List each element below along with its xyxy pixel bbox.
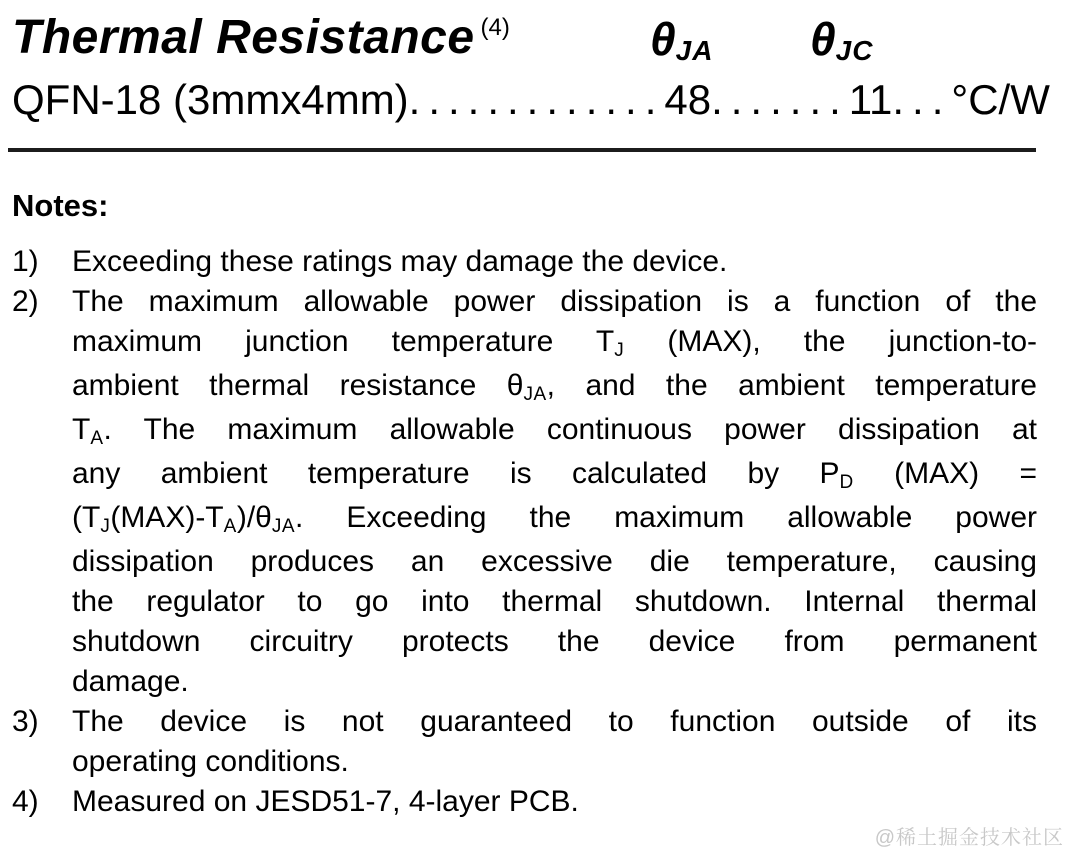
notes-section <box>0 152 1080 822</box>
note-item <box>12 702 1037 782</box>
package-spec-row <box>12 76 1080 124</box>
note-body <box>72 782 1037 822</box>
note-line: TA. The maximum allowable continuous power dissipation at <box>72 413 1037 449</box>
subscript: A <box>223 516 237 537</box>
subscript: JA <box>523 384 547 405</box>
theta-ja-subscript: JA <box>675 35 714 66</box>
package-name: QFN-18 (3mmx4mm) <box>12 76 409 123</box>
note-line: Exceeding these ratings may damage the device. <box>72 245 728 278</box>
note-line: maximum junction temperature TJ (MAX), the junction-to- <box>72 325 1037 361</box>
note-item <box>12 282 1037 702</box>
note-line: The device is not guaranteed to function outside of its <box>72 705 1037 738</box>
note-number: 4) <box>12 785 39 818</box>
thermal-resistance-section <box>0 0 1080 124</box>
subscript: D <box>839 472 854 493</box>
notes-heading: Notes: <box>12 188 109 223</box>
note-item <box>12 242 1037 282</box>
theta-jc-value: 11 <box>848 76 893 123</box>
section-title-footnote-ref: (4) <box>480 14 510 41</box>
note-line: shutdown circuitry protects the device from permanent <box>72 625 1037 658</box>
dot-leader: ............. <box>408 76 665 123</box>
subscript: J <box>614 340 625 361</box>
note-line: The maximum allowable power dissipation is a function of the <box>72 285 1037 318</box>
note-number: 1) <box>12 245 39 278</box>
note-line: damage. <box>72 665 189 698</box>
note-item <box>12 782 1037 822</box>
note-number: 2) <box>12 285 39 318</box>
section-title: Thermal Resistance <box>12 11 475 64</box>
theta-jc-column-header <box>810 12 873 66</box>
subscript: A <box>90 428 104 449</box>
note-body <box>72 242 1037 282</box>
note-number: 3) <box>12 705 39 738</box>
note-line: any ambient temperature is calculated by PD (MAX) = <box>72 457 1037 493</box>
watermark: @稀土掘金技术社区 <box>874 827 1064 849</box>
subscript: J <box>100 516 111 537</box>
dot-leader: ....... <box>711 76 849 123</box>
note-line: Measured on JESD51-7, 4-layer PCB. <box>72 785 579 818</box>
note-line: (TJ(MAX)-TA)/θJA. Exceeding the maximum allowable power <box>72 501 1037 537</box>
theta-symbol: θ <box>810 13 836 65</box>
note-body <box>72 702 1037 782</box>
theta-ja-value: 48 <box>664 76 712 123</box>
note-line: ambient thermal resistance θJA, and the ambient temperature <box>72 369 1037 405</box>
unit-label: °C/W <box>951 76 1050 123</box>
dot-leader: ... <box>892 76 952 123</box>
note-body <box>72 282 1037 702</box>
section-title-row <box>12 10 1080 74</box>
theta-ja-column-header <box>650 12 713 66</box>
note-line: the regulator to go into thermal shutdown. Internal thermal <box>72 585 1037 618</box>
theta-jc-subscript: JC <box>835 35 874 66</box>
note-line: operating conditions. <box>72 745 349 778</box>
note-line: dissipation produces an excessive die temperature, causing <box>72 545 1037 578</box>
theta-symbol: θ <box>650 13 676 65</box>
notes-list <box>12 242 1037 822</box>
subscript: JA <box>271 516 296 537</box>
